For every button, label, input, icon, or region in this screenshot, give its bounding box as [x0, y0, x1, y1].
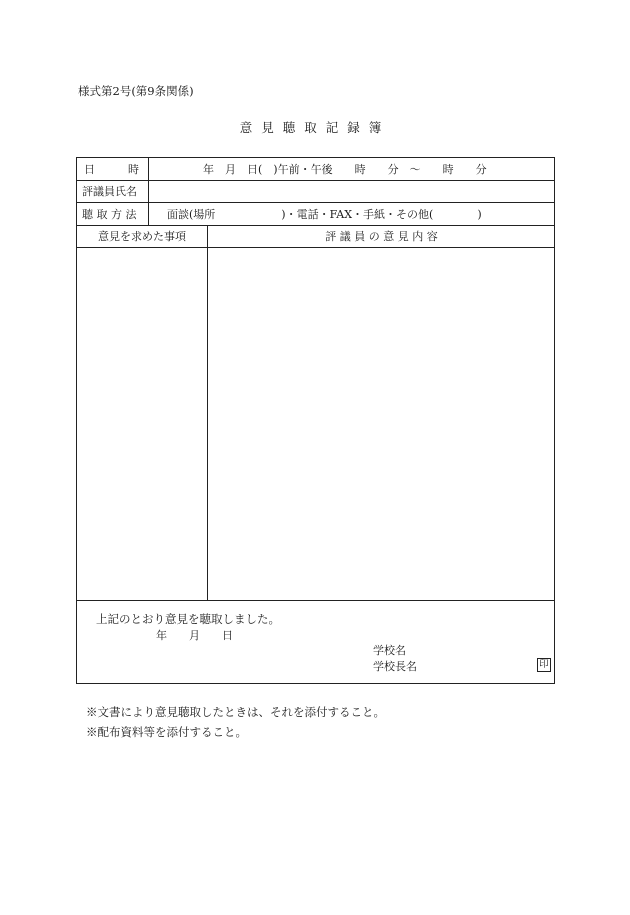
school-name-label: 学校名 [373, 644, 406, 657]
row-divider [77, 600, 554, 601]
matter-content-area[interactable] [78, 248, 206, 599]
method-field[interactable]: 面談(場所 )・電話・FAX・手紙・その他( ) [167, 208, 482, 221]
statement-text: 上記のとおり意見を聴取しました。 [96, 612, 280, 626]
principal-name-label: 学校長名 [373, 660, 417, 673]
opinion-column-header: 評 議 員 の 意 見 内 容 [325, 230, 438, 243]
matter-column-header: 意見を求めた事項 [98, 230, 186, 243]
member-name-label: 評議員氏名 [82, 185, 137, 198]
method-label: 聴 取 方 法 [82, 208, 137, 221]
note-item: ※文書により意見聴取したときは、それを添付すること。 [86, 705, 385, 719]
row-divider [77, 225, 554, 226]
form-number: 様式第2号(第9条関係) [78, 84, 194, 98]
opinion-content-area[interactable] [208, 248, 554, 599]
datetime-label: 日 時 [84, 163, 139, 176]
seal-stamp: 印 [537, 658, 551, 672]
datetime-field[interactable]: 年 月 日( )午前・午後 時 分 ～ 時 分 [203, 163, 487, 176]
date-line[interactable]: 年 月 日 [156, 629, 233, 642]
record-form-table [76, 157, 555, 684]
note-item: ※配布資料等を添付すること。 [86, 725, 247, 739]
document-title: 意見聴取記録簿 [239, 120, 391, 135]
member-name-field[interactable] [149, 181, 554, 201]
